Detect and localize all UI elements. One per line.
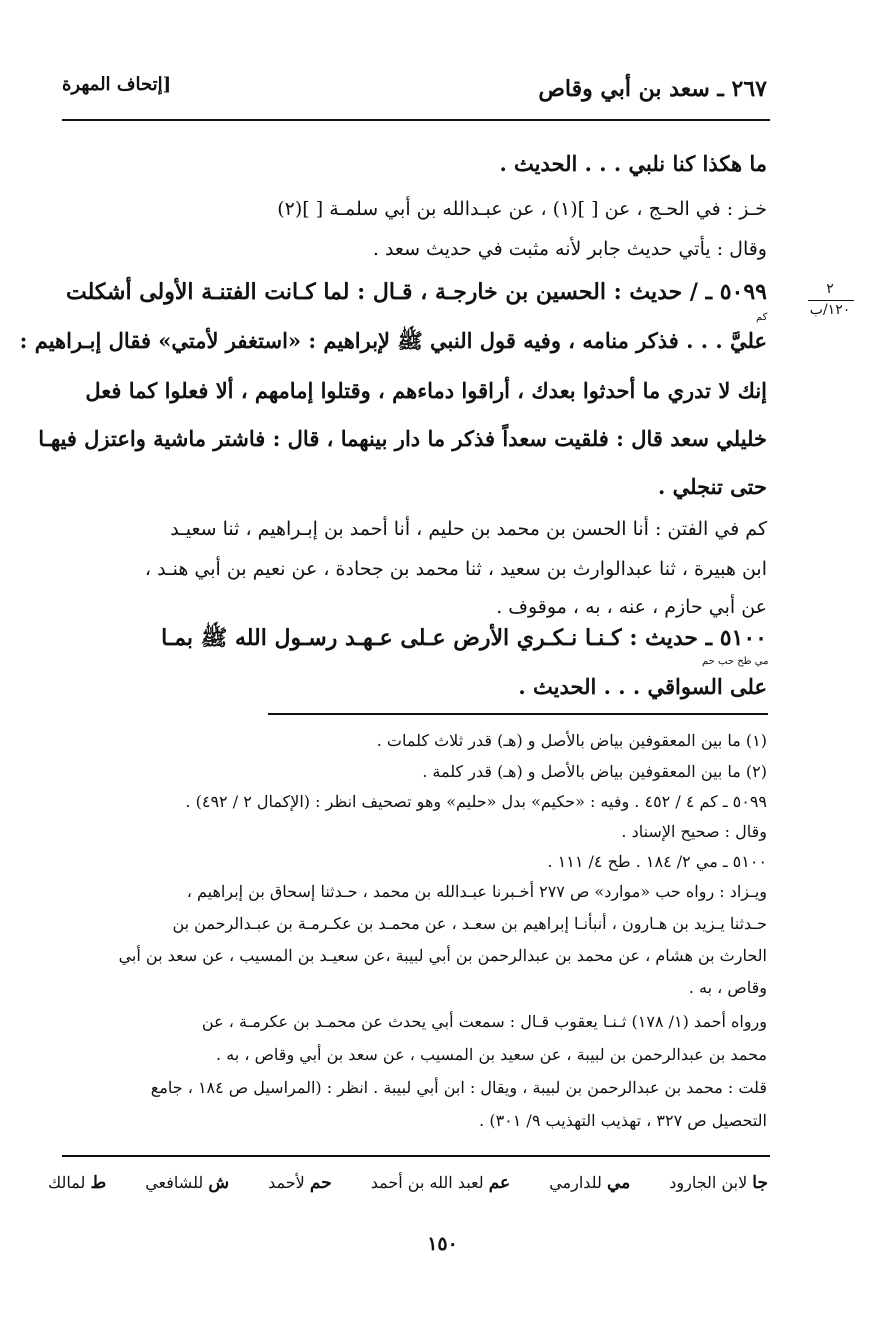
margin-note-bottom: ١٢٠/ب xyxy=(809,302,851,318)
header-rule xyxy=(62,119,770,121)
footnote-4: وقال : صحيح الإسناد . xyxy=(621,822,767,841)
abbr-item: ش للشافعي xyxy=(145,1173,230,1193)
footnote-7: حـدثنا يـزيد بن هـارون ، أنبأنـا إبراهيم بن سعـد ، عن محمـد بن عكـرمـة بن عبـدالرحمن بن xyxy=(172,914,767,933)
body-line-4: ٥٠٩٩ ـ / حديث : الحسين بن خارجـة ، قـال : لما كـانت الفتنـة الأولى أشكلت xyxy=(65,279,767,305)
body-line-1: ما هكذا كنا نلبي . . . الحديث . xyxy=(499,151,767,176)
footnote-1: (١) ما بين المعقوفين بياض بالأصل و (هـ) قدر ثلاث كلمات . xyxy=(376,731,767,750)
interlinear-code-kam: كم xyxy=(756,312,768,323)
margin-note-top: ٢ xyxy=(826,281,834,297)
margin-note-rule xyxy=(808,300,854,301)
abbr-item: حم لأحمد xyxy=(268,1173,332,1193)
body-line-13: على السواقي . . . الحديث . xyxy=(518,674,767,699)
body-line-10: ابن هبيرة ، ثنا عبدالوارث بن سعيد ، ثنا محمد بن جحادة ، عن نعيم بن أبي هنـد ، xyxy=(144,558,767,580)
interlinear-source-codes: مي طح حب حم xyxy=(702,656,769,667)
footnote-8: الحارث بن هشام ، عن محمد بن عبدالرحمن بن أبي لبيبة ،عن سعيـد بن المسيب ، عن سعد بن أبي xyxy=(118,946,767,965)
abbreviations-separator xyxy=(62,1155,770,1157)
running-header-left: [إتحاف المهرة xyxy=(62,74,172,95)
body-line-6: إنك لا تدري ما أحدثوا بعدك ، أراقوا دماءهم ، وقتلوا إمامهم ، ألا فعلوا كما فعل xyxy=(85,378,767,403)
footnote-5: ٥١٠٠ ـ مي ٢/ ١٨٤ . طح ٤/ ١١١ . xyxy=(547,852,767,871)
body-line-3: وقال : يأتي حديث جابر لأنه مثبت في حديث سعد . xyxy=(372,238,767,260)
abbreviation-key xyxy=(48,1173,768,1193)
page-number: ١٥٠ xyxy=(427,1233,458,1255)
abbr-item: مي للدارمي xyxy=(549,1173,631,1193)
footnote-6: ويـزاد : رواه حب «موارد» ص ٢٧٧ أخـبرنا عبـدالله بن محمد ، حـدثنا إسحاق بن إبراهيم ، xyxy=(186,882,767,901)
footnote-2: (٢) ما بين المعقوفين بياض بالأصل و (هـ) قدر كلمة . xyxy=(422,762,767,781)
body-line-8: حتى تنجلي . xyxy=(658,474,767,499)
footnote-3: ٥٠٩٩ ـ كم ٤ / ٤٥٢ . وفيه : «حكيم» بدل «حليم» وهو تصحيف انظر : (الإكمال ٢ / ٤٩٢) . xyxy=(185,792,767,811)
running-header-right: ٢٦٧ ـ سعد بن أبي وقاص xyxy=(538,76,767,102)
body-line-5: عليَّ . . . فذكر منامه ، وفيه قول النبي ﷺ لإبراهيم : «استغفر لأمتي» فقال إبـراهيم : xyxy=(19,328,767,353)
footnote-13: التحصيل ص ٣٢٧ ، تهذيب التهذيب ٩/ ٣٠١) . xyxy=(479,1111,767,1130)
body-line-11: عن أبي حازم ، عنه ، به ، موقوف . xyxy=(496,596,767,618)
body-line-7: خليلي سعد قال : فلقيت سعداً فذكر ما دار بينهما ، قال : فاشتر ماشية واعتزل فيهـا xyxy=(38,426,767,451)
abbr-item: عم لعبد الله بن أحمد xyxy=(370,1173,511,1193)
abbr-item: جا لابن الجارود xyxy=(669,1173,768,1193)
footnote-11: محمد بن عبدالرحمن بن لبيبة ، عن سعيد بن المسيب ، عن سعد بن أبي وقاص ، به . xyxy=(216,1045,767,1064)
abbr-item: ط لمالك xyxy=(48,1173,107,1193)
body-line-2: خـز : في الحـج ، عن [ ](١) ، عن عبـدالله بن أبي سلمـة [ ](٢) xyxy=(277,198,767,220)
footnote-12: قلت : محمد بن عبدالرحمن بن لبيبة ، ويقال : ابن أبي لبيبة . انظر : (المراسيل ص ١٨٤ ، جامع xyxy=(150,1078,767,1097)
body-line-9: كم في الفتن : أنا الحسن بن محمد بن حليم ، أنا أحمد بن إبـراهيم ، ثنا سعيـد xyxy=(170,518,767,540)
footnote-9: وقاص ، به . xyxy=(688,978,767,997)
footnote-10: ورواه أحمد (١/ ١٧٨) ثـنـا يعقوب قـال : سمعت أبي يحدث عن محمـد بن عكرمـة ، عن xyxy=(201,1012,767,1031)
body-line-12: ٥١٠٠ ـ حديث : كـنـا نـكـري الأرض عـلى عـهـد رسـول الله ﷺ بمـا xyxy=(161,625,767,651)
footnote-separator xyxy=(268,713,768,715)
